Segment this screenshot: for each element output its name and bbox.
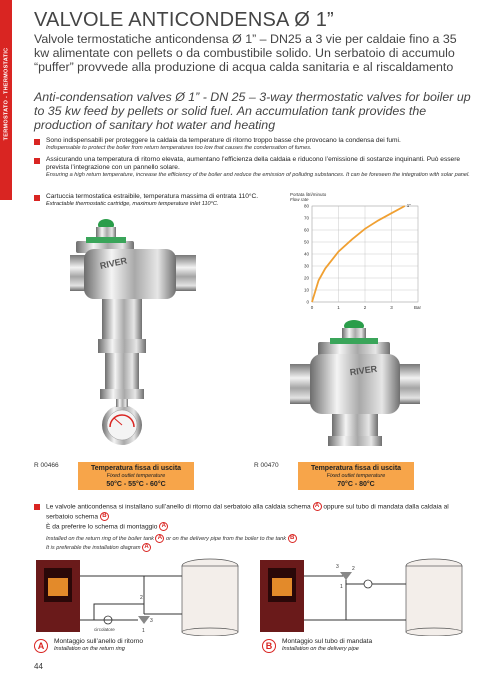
chart-y-tick: 10: [303, 287, 309, 293]
scheme-a-badge: A: [159, 522, 168, 531]
bullet-text-it: Cartuccia termostatica estraibile, temperatura massima di entrata 110°C.: [46, 193, 259, 200]
intro-italian: Valvole termostatiche anticondensa Ø 1” – DN25 a 3 vie per caldaie fino a 35 kw alimentate con pellets o da combustibile solido. Un serbatoio di accumulo “puffer” provvede alla produzione di acqua calda sanitaria e al riscaldamento: [34, 32, 457, 74]
valve-brand-text: RIVER: [349, 363, 378, 378]
storage-tank-icon: [406, 566, 462, 632]
installation-diagram-b: [258, 554, 468, 636]
valve-symbol-icon: [138, 616, 150, 624]
chart-x-tick: 2: [363, 305, 367, 310]
flow-rate-chart: [290, 190, 430, 318]
chart-y-tick: 70: [303, 215, 309, 221]
bullet-square-icon: [34, 158, 40, 164]
page-title: VALVOLE ANTICONDENSA Ø 1”: [34, 9, 334, 31]
page-number: 44: [34, 662, 43, 671]
scheme-b-label: B: [262, 639, 276, 653]
install-text-3: È da preferire lo schema di montaggio: [46, 522, 158, 530]
chart-y-tick: 30: [303, 263, 309, 269]
bullet-text-it: Sono indispensabili per proteggere la caldaia da temperature di ritorno troppo basse che provocano la condensa dei fumi.: [46, 137, 401, 144]
bullet-item: [34, 156, 476, 179]
caption-text-en: Installation on the return ring: [54, 646, 125, 652]
installation-text: [34, 502, 474, 552]
svg-text:2: 2: [140, 595, 143, 601]
chart-y-tick: 50: [303, 239, 309, 245]
install-text-en-2: or on the delivery pipe from the boiler to the tank: [166, 536, 287, 543]
chart-y-tick: 0: [306, 299, 309, 305]
chart-x-tick: 0: [310, 305, 314, 310]
valve-brand-text: RIVER: [98, 255, 128, 271]
chart-xlabel: Bar: [414, 305, 422, 310]
chart-ylabel: Portata litri/minuto: [290, 192, 327, 197]
bullet-square-icon: [34, 504, 40, 510]
fixed-temp-box: [78, 462, 194, 490]
svg-text:2: 2: [352, 566, 355, 572]
product-code: R 00470: [254, 462, 279, 469]
bullet-text-en: Extractable thermostatic cartridge, maximum temperature inlet 110°C.: [46, 201, 219, 207]
bullet-text-en: Ensuring a high return temperature, increase the efficiency of the boiler and reduce the emission of polluting substances. It can be foreseen the integration with solar panel.: [46, 172, 470, 178]
caption-text-it: Montaggio sull’anello di ritorno: [54, 638, 144, 645]
circulator-icon: [364, 580, 372, 588]
install-text-1: Le valvole anticondensa si installano sull’anello di ritorno dal serbatoio alla caldaia schema: [46, 503, 311, 511]
scheme-a-badge: A: [313, 502, 322, 511]
install-text-en-1: Installed on the return ring of the boiler tank: [46, 536, 154, 543]
svg-text:1: 1: [142, 628, 145, 634]
chart-y-tick: 40: [303, 251, 309, 257]
caption-text-it: Montaggio sul tubo di mandata: [282, 638, 373, 645]
feature-bullets: [34, 137, 476, 183]
scheme-a-badge: A: [142, 543, 151, 552]
storage-tank-icon: [182, 566, 238, 632]
chart-x-tick: 1: [337, 305, 340, 310]
caption-text-en: Installation on the delivery pipe: [282, 646, 359, 652]
box-title: Temperatura fissa di uscita: [90, 465, 182, 472]
bullet-text-en: Indispensable to protect the boiler from return temperatures too low that causes the condensation of fumes.: [46, 145, 312, 151]
svg-text:1: 1: [340, 584, 343, 590]
scheme-b-badge: B: [100, 512, 109, 521]
bullet-item: [34, 193, 264, 208]
install-text-en-3: It is preferable the installation diagram: [46, 545, 141, 552]
box-subtitle: Fixed outlet temperature: [326, 473, 386, 479]
scheme-a-badge: A: [155, 534, 164, 543]
installation-diagram-a: [34, 554, 244, 636]
chart-series-label: 1”: [406, 203, 411, 208]
install-text-2: oppure sul tubo di mandata dalla caldaia al serbatoio schema: [46, 503, 449, 520]
valve-with-thermometer-image: [70, 215, 200, 460]
valve-image: [290, 318, 420, 448]
bullet-item: [34, 502, 474, 552]
bullet-square-icon: [34, 195, 40, 201]
box-title: Temperatura fissa di uscita: [310, 465, 402, 472]
chart-y-tick: 80: [303, 203, 309, 209]
svg-text:3: 3: [150, 618, 153, 624]
caption-b: [262, 638, 372, 653]
box-subtitle: Fixed outlet temperature: [106, 473, 166, 479]
sidebar-label: TERMOSTATO - THERMOSTATIC: [3, 47, 9, 141]
svg-text:3: 3: [336, 564, 339, 570]
circulator-label: circolatore: [94, 627, 115, 632]
flow-chart-svg: [290, 190, 430, 318]
box-temperature: 70°C - 80°C: [337, 481, 375, 488]
box-temperature: 50°C - 55°C - 60°C: [106, 481, 166, 488]
intro-english: Anti-condensation valves Ø 1” - DN 25 – 3-way thermostatic valves for boiler up to 35 kw feed by pellets or solid fuel. An accumulation tank provides the production of sanitary hot water and heating: [34, 90, 471, 132]
product-code: R 00466: [34, 462, 59, 469]
bullet-text-it: Assicurando una temperatura di ritorno elevata, aumentano l’efficienza della caldaia e riducono l’emissione di sostanze inquinanti. Può essere prevista l’integrazione con un pannello solare.: [46, 156, 461, 171]
scheme-a-label: A: [34, 639, 48, 653]
bullet-square-icon: [34, 139, 40, 145]
chart-y-tick: 20: [303, 275, 309, 281]
fixed-temp-box: [298, 462, 414, 490]
scheme-b-badge: B: [288, 534, 297, 543]
chart-ylabel-en: Flow rate: [290, 197, 309, 202]
chart-y-tick: 60: [303, 227, 309, 233]
bullet-item: [34, 137, 476, 152]
caption-a: [34, 638, 143, 653]
chart-x-tick: 3: [390, 305, 393, 310]
